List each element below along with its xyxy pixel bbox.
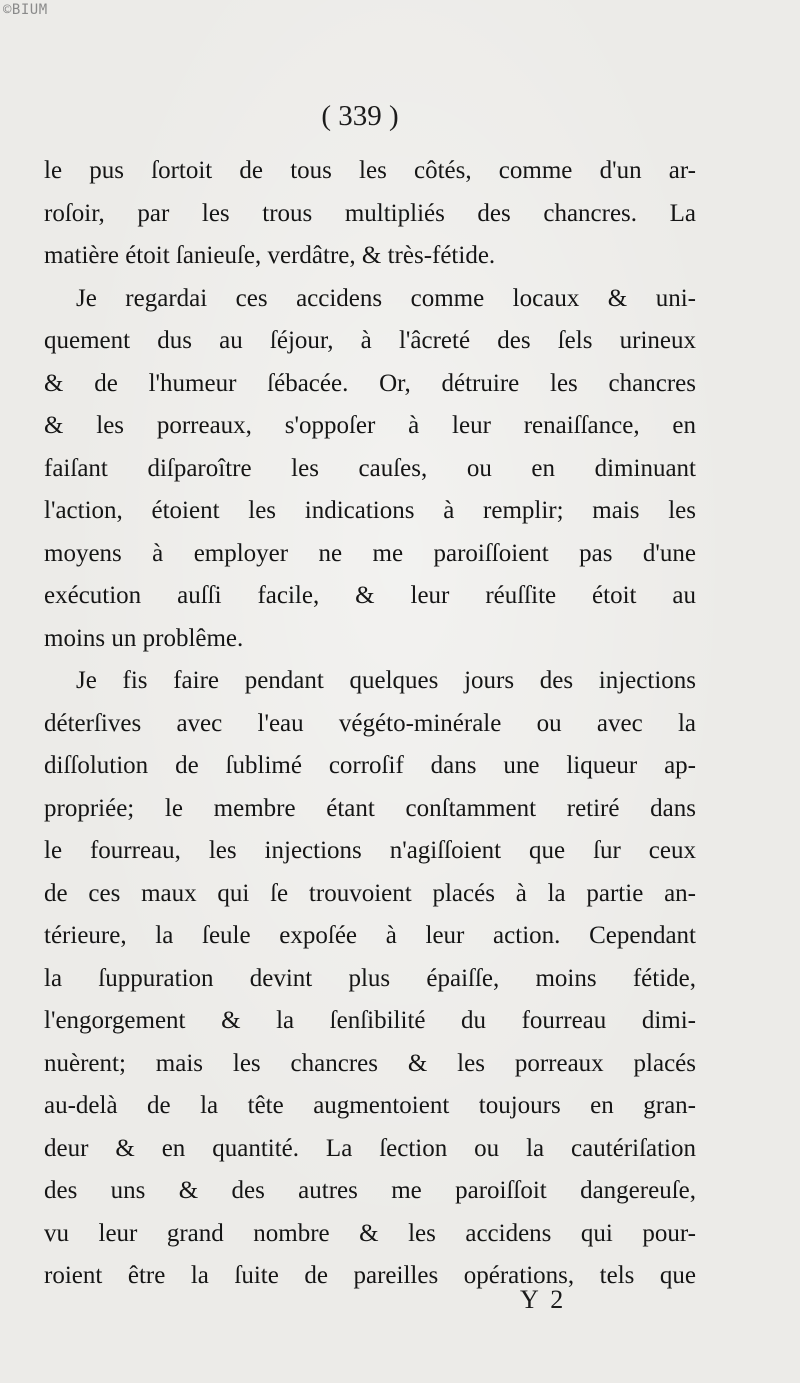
text-line: matière étoit ſanieuſe, verdâtre, & très-fétide. [44,242,496,269]
text-line: moyens à employer ne me paroiſſoient pas d'une [44,539,696,567]
text-line: l'action, étoient les indications à remplir; mais les [44,497,696,524]
text-line: diſſolution de ſublimé corroſif dans une liqueur ap- [44,752,696,779]
text-line: des uns & des autres me paroiſſoit dangereuſe, [44,1177,696,1204]
text-line: faiſant diſparoître les cauſes, ou en diminuant [44,454,696,482]
text-line: le pus ſortoit de tous les côtés, comme d'un ar- [44,157,696,184]
text-line: exécution auſſi facile, & leur réuſſite étoit au [44,582,696,609]
text-line: térieure, la ſeule expoſée à leur action. Cependant [44,922,696,949]
text-line: roſoir, par les trous multipliés des chancres. La [44,199,696,227]
text-line: le fourreau, les injections n'agiſſoient que ſur ceux [44,837,696,864]
text-line: quement dus au ſéjour, à l'âcreté des ſels urineux [44,327,696,354]
paragraph-start-line: Je fis faire pendant quelques jours des injections [76,667,696,694]
text-line: propriée; le membre étant conſtamment retiré dans [44,794,696,822]
library-watermark: ©BIUM [3,2,48,18]
page-number: ( 339 ) [321,100,399,132]
text-line: au-delà de la tête augmentoient toujours en gran- [44,1092,696,1119]
paragraph-start-line: Je regardai ces accidens comme locaux & uni- [76,284,696,312]
text-line: de ces maux qui ſe trouvoient placés à la partie an- [44,879,696,907]
text-line: vu leur grand nombre & les accidens qui pour- [44,1219,696,1247]
text-line: & les porreaux, s'oppoſer à leur renaiſſance, en [44,412,696,439]
signature-mark: Y 2 [520,1285,567,1314]
text-line: & de l'humeur ſébacée. Or, détruire les chancres [44,369,696,397]
text-line: moins un problême. [44,624,244,652]
text-line: roient être la ſuite de pareilles opérations, tels que [44,1262,696,1289]
body-text [44,150,696,1298]
text-line: la ſuppuration devint plus épaiſſe, moins fétide, [44,964,696,992]
text-line: déterſives avec l'eau végéto-minérale ou avec la [44,709,696,737]
text-line: deur & en quantité. La ſection ou la cautériſation [44,1134,696,1162]
text-line: l'engorgement & la ſenſibilité du fourreau dimi- [44,1007,696,1034]
text-line: nuèrent; mais les chancres & les porreaux placés [44,1049,696,1077]
